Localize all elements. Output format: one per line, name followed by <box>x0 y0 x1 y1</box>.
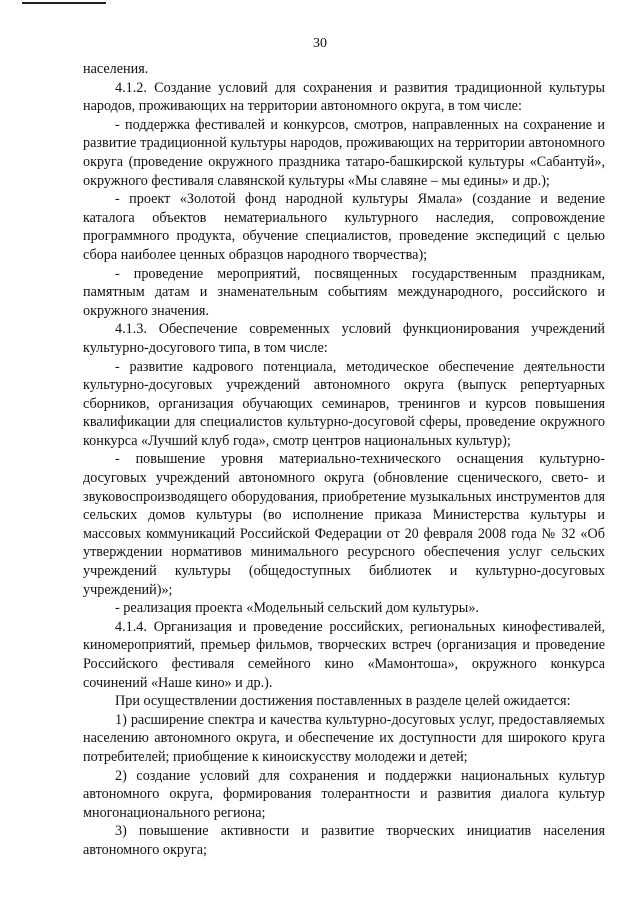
top-rule <box>22 2 106 4</box>
section-4-1-4-heading: 4.1.4. Организация и проведение российских, региональных кинофестивалей, киномероприятий, премьер фильмов, творческих встреч (организация и проведение Российского фестиваля семейного кино «Мамонтоша», окружного конкурса сочинений «Наше кино» и др.). <box>83 618 605 691</box>
section-4-1-2-heading: 4.1.2. Создание условий для сохранения и развития традиционной культуры народов, проживающих на территории автономного округа, в том числе: <box>83 79 605 115</box>
expected-result-3: 3) повышение активности и развитие творческих инициатив населения автономного округа; <box>83 823 605 858</box>
paragraph-continuation: населения. <box>83 61 149 77</box>
expected-result-1: 1) расширение спектра и качества культурно-досуговых услуг, предоставляемых населению автономного округа, и обеспечение их доступности для широкого круга потребителей; приобщение к киноискусству молодежи и детей; <box>83 711 605 765</box>
list-item-festivals: - поддержка фестивалей и конкурсов, смотров, направленных на сохранение и развитие традиционной культуры народов, проживающих на территории автономного округа (проведение окружного праздника татаро-башкирской культуры «Сабантуй», окружного фестиваля славянской культуры «Мы славяне – мы едины» и др.); <box>83 116 605 189</box>
list-item-equipment: - повышение уровня материально-технического оснащения культурно-досуговых учреждений автономного округа (обновление сценического, свето- и звуковоспроизводящего оборудования, приобретение музыкальных инструментов для сельских домов культуры (во исполнение приказа Министерства культуры и массовых коммуникаций Российской Федерации от 20 февраля 2008 года № 32 «Об утверждении нормативов минимального ресурсного обеспечения услуг сельских учреждений культуры (общедоступных библиотек и культурно-досуговых учреждений)»; <box>83 451 605 598</box>
page-number: 30 <box>313 36 327 51</box>
expected-result-2: 2) создание условий для сохранения и поддержки национальных культур автономного округа, формирования толерантности и развития диалога культур многонационального региона; <box>83 767 605 821</box>
section-4-1-3-heading: 4.1.3. Обеспечение современных условий функционирования учреждений культурно-досугового типа, в том числе: <box>83 321 605 356</box>
list-item-holidays: - проведение мероприятий, посвященных государственным праздникам, памятным датам и знаменательным событиям международного, российского и окружного значения. <box>83 265 605 319</box>
list-item-golden-fund: - проект «Золотой фонд народной культуры Ямала» (создание и ведение каталога объектов нематериального культурного наследия, сопровождение программного продукта, обучение специалистов, проведение экспедиций с целью сбора наиболее ценных образцов народного творчества); <box>83 191 605 263</box>
document-body <box>83 60 605 860</box>
list-item-model-house: - реализация проекта «Модельный сельский дом культуры». <box>115 600 479 617</box>
expected-results-intro: При осуществлении достижения поставленных в разделе целей ожидается: <box>115 693 571 710</box>
list-item-staff: - развитие кадрового потенциала, методическое обеспечение деятельности культурно-досуговых учреждений автономного округа (выпуск репертуарных сборников, организация обучающих семинаров, тренингов и курсов повышения квалификации для специалистов культурно-досуговой сферы, проведение окружного конкурса «Лучший клуб года», смотр центров национальных культур); <box>83 358 605 449</box>
